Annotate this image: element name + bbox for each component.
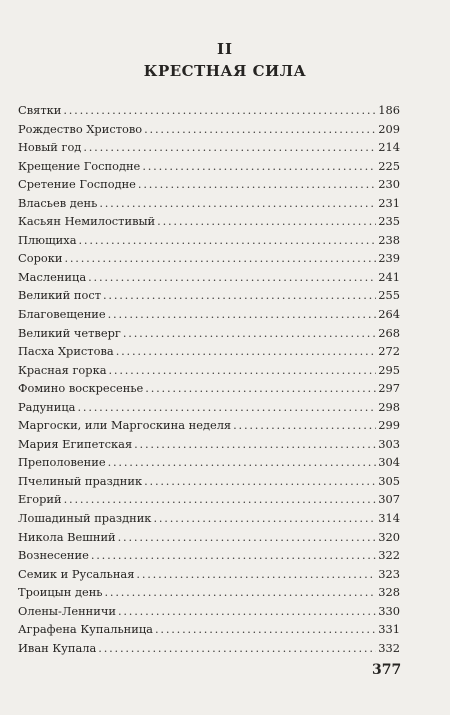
toc-entry-title: Семик и Русальная bbox=[18, 566, 135, 581]
toc-entry-title: Егорий bbox=[18, 492, 62, 507]
dot-leader bbox=[64, 490, 377, 509]
toc-entry bbox=[18, 120, 400, 139]
dot-leader bbox=[91, 546, 376, 565]
part-title: КРЕСТНАЯ СИЛА bbox=[143, 62, 307, 80]
toc-entry-title: Пчелиный праздник bbox=[18, 473, 143, 488]
toc-entry-page: 231 bbox=[378, 195, 400, 210]
toc-entry-page: 295 bbox=[378, 362, 400, 377]
toc-entry-page: 186 bbox=[378, 103, 400, 117]
dot-leader bbox=[136, 565, 376, 584]
dot-leader bbox=[78, 231, 376, 250]
toc-entry bbox=[18, 602, 400, 621]
toc-entry-title: Великий четверг bbox=[18, 325, 121, 340]
toc-entry-title: Крещение Господне bbox=[18, 158, 141, 173]
toc-entry-title: Вознесение bbox=[18, 548, 89, 563]
dot-leader bbox=[142, 157, 376, 176]
toc-entry-title: Красная горка bbox=[18, 362, 107, 377]
toc-entry-page: 238 bbox=[378, 232, 400, 247]
toc-entry-title: Преполовение bbox=[18, 455, 106, 470]
toc-entry bbox=[18, 620, 400, 639]
toc-entry-page: 235 bbox=[378, 214, 400, 229]
toc-entry bbox=[18, 194, 400, 213]
dot-leader bbox=[134, 435, 376, 454]
toc-entry-page: 209 bbox=[378, 121, 400, 136]
toc-entry-page: 320 bbox=[378, 529, 400, 544]
toc-entry-page: 299 bbox=[378, 418, 400, 433]
dot-leader bbox=[63, 101, 376, 120]
toc-entry-title: Олены-Ленничи bbox=[18, 603, 116, 618]
toc-entry-page: 314 bbox=[378, 511, 400, 526]
toc-entry-page: 298 bbox=[378, 399, 400, 414]
toc-entry-page: 305 bbox=[378, 473, 400, 488]
toc-entry bbox=[18, 583, 400, 602]
dot-leader bbox=[105, 583, 377, 602]
dot-leader bbox=[144, 472, 376, 491]
toc-entry-title: Пасха Христова bbox=[18, 344, 114, 359]
toc-entry-title: Плющиха bbox=[18, 232, 77, 247]
toc-entry-title: Рождество Христово bbox=[18, 121, 143, 136]
toc-entry bbox=[18, 249, 400, 268]
toc-entry-page: 303 bbox=[378, 436, 400, 451]
toc-entry bbox=[18, 305, 400, 324]
toc-entry-page: 332 bbox=[378, 640, 400, 655]
toc-entry-title: Сороки bbox=[18, 251, 63, 266]
toc-entry-title: Никола Вешний bbox=[18, 529, 116, 544]
toc-entry-title: Сретение Господне bbox=[18, 177, 136, 192]
dot-leader bbox=[103, 286, 376, 305]
toc-entry-title: Фомино воскресенье bbox=[18, 381, 144, 396]
dot-leader bbox=[116, 342, 377, 361]
dot-leader bbox=[98, 639, 376, 658]
toc-entry bbox=[18, 546, 400, 565]
dot-leader bbox=[108, 453, 377, 472]
dot-leader bbox=[118, 528, 377, 547]
dot-leader bbox=[233, 416, 376, 435]
dot-leader bbox=[144, 120, 376, 139]
dot-leader bbox=[88, 268, 376, 287]
dot-leader bbox=[123, 324, 376, 343]
toc-entry-page: 304 bbox=[378, 455, 400, 470]
toc-entry-page: 307 bbox=[378, 492, 400, 507]
page-number: 377 bbox=[372, 662, 402, 678]
toc-entry bbox=[18, 453, 400, 472]
toc-entry-page: 239 bbox=[378, 251, 400, 266]
dot-leader bbox=[145, 379, 376, 398]
toc-entry bbox=[18, 528, 400, 547]
toc-entry-page: 331 bbox=[378, 622, 400, 637]
toc-entry-title: Власьев день bbox=[18, 195, 98, 210]
toc-entry-page: 268 bbox=[378, 325, 400, 340]
dot-leader bbox=[77, 398, 376, 417]
dot-leader bbox=[109, 361, 377, 380]
toc-entry-title: Масленица bbox=[18, 269, 87, 284]
dot-leader bbox=[83, 138, 376, 157]
toc-entry bbox=[18, 212, 400, 231]
toc-entry-page: 264 bbox=[378, 307, 400, 322]
toc-entry-page: 230 bbox=[378, 177, 400, 192]
toc-entry-title: Касьян Немилостивый bbox=[18, 214, 156, 229]
toc-entry-page: 322 bbox=[378, 548, 400, 563]
toc-entry-page: 297 bbox=[378, 381, 400, 396]
toc-entry bbox=[18, 379, 400, 398]
toc-entry bbox=[18, 268, 400, 287]
toc-entry bbox=[18, 472, 400, 491]
dot-leader bbox=[153, 509, 376, 528]
toc-entry-page: 272 bbox=[378, 344, 400, 359]
table-of-contents bbox=[18, 101, 400, 657]
toc-entry-page: 328 bbox=[378, 585, 400, 600]
toc-entry-title: Великий пост bbox=[18, 288, 101, 303]
toc-entry-title: Аграфена Купальница bbox=[18, 622, 153, 637]
toc-entry bbox=[18, 231, 400, 250]
toc-entry bbox=[18, 639, 400, 658]
dot-leader bbox=[108, 305, 377, 324]
toc-entry-title: Лошадиный праздник bbox=[18, 511, 152, 526]
toc-entry-title: Иван Купала bbox=[18, 640, 97, 655]
dot-leader bbox=[155, 620, 376, 639]
toc-entry-page: 323 bbox=[378, 566, 400, 581]
toc-entry-page: 225 bbox=[378, 158, 400, 173]
dot-leader bbox=[64, 249, 376, 268]
toc-entry bbox=[18, 416, 400, 435]
toc-entry bbox=[18, 398, 400, 417]
toc-entry bbox=[18, 324, 400, 343]
toc-entry-title: Мария Египетская bbox=[18, 436, 133, 451]
dot-leader bbox=[157, 212, 376, 231]
toc-entry bbox=[18, 361, 400, 380]
toc-entry bbox=[18, 157, 400, 176]
toc-entry-title: Троицын день bbox=[18, 585, 103, 600]
toc-entry-page: 214 bbox=[378, 140, 400, 155]
toc-entry-title: Благовещение bbox=[18, 307, 106, 322]
toc-entry bbox=[18, 175, 400, 194]
toc-entry-page: 255 bbox=[378, 288, 400, 303]
toc-entry bbox=[18, 435, 400, 454]
dot-leader bbox=[118, 602, 376, 621]
toc-entry-title: Новый год bbox=[18, 140, 82, 155]
toc-entry bbox=[18, 565, 400, 584]
toc-entry-page: 241 bbox=[378, 269, 400, 284]
toc-entry bbox=[18, 342, 400, 361]
toc-entry bbox=[18, 286, 400, 305]
toc-entry-page: 330 bbox=[378, 603, 400, 618]
dot-leader bbox=[99, 194, 376, 213]
toc-entry bbox=[18, 490, 400, 509]
toc-entry bbox=[18, 101, 400, 120]
toc-entry-title: Святки bbox=[18, 103, 62, 117]
toc-entry bbox=[18, 509, 400, 528]
dot-leader bbox=[138, 175, 376, 194]
toc-entry-title: Радуница bbox=[18, 399, 76, 414]
toc-entry bbox=[18, 138, 400, 157]
part-number: II bbox=[216, 40, 234, 58]
toc-entry-title: Маргоски, или Маргоскина неделя bbox=[18, 418, 232, 433]
